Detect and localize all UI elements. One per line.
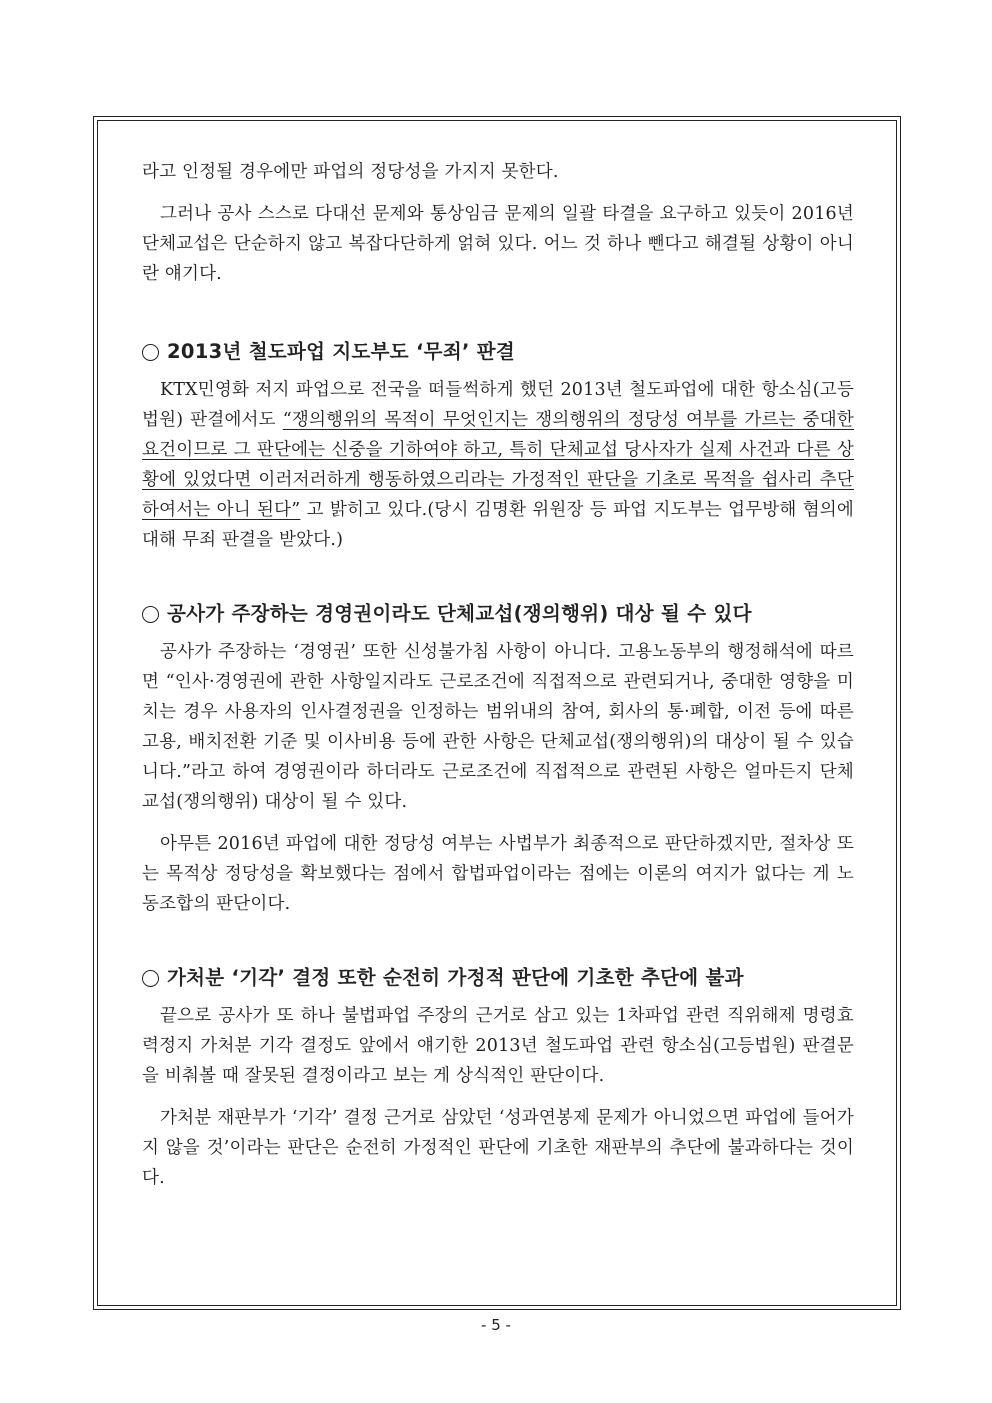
circle-bullet-icon: [142, 970, 159, 987]
court-ruling-quote: “쟁의행위의 목적이 무엇인지는 쟁의행위의 정당성 여부를 가르는 중대한 요건이므로 그 판단에는 신중을 기하여야 하고, 특히 단체교섭 당사자가 실제 사건과 다른 상황에 있었다면 이러저러하게 행동하였으리라는 가정적인 판단을 기초로 목적을 쉽사리 추단하여서는 아니 된다”: [142, 410, 855, 520]
section1-paragraph-1: [142, 375, 854, 555]
section-heading-2-text: 공사가 주장하는 경영권이라도 단체교섭(쟁의행위) 대상 될 수 있다: [167, 602, 752, 625]
circle-bullet-icon: [142, 344, 159, 361]
section2-paragraph-1: 공사가 주장하는 ‘경영권’ 또한 신성불가침 사항이 아니다. 고용노동부의 행정해석에 따르면 “인사·경영권에 관한 사항일지라도 근로조건에 직접적으로 관련되거나, 중대한 영향을 미치는 경우 사용자의 인사결정권을 인정하는 범위내의 참여, 회사의 통·폐합, 이전 등에 따른 고용, 배치전환 기준 및 이사비용 등에 관한 사항은 단체교섭(쟁의행위)의 대상이 될 수 있습니다.”라고 하여 경영권이라 하더라도 근로조건에 직접적으로 관련된 사항은 얼마든지 단체교섭(쟁의행위) 대상이 될 수 있다.: [142, 642, 854, 812]
section2-paragraph-2: 아무튼 2016년 파업에 대한 정당성 여부는 사법부가 최종적으로 판단하겠지만, 절차상 또는 목적상 정당성을 확보했다는 점에서 합법파업이라는 점에는 이론의 여지가 없다는 게 노동조합의 판단이다.: [142, 834, 854, 914]
intro-paragraph-1: 라고 인정될 경우에만 파업의 정당성을 가지지 못한다.: [142, 162, 559, 182]
section-heading-3-text: 가처분 ‘기각’ 결정 또한 순전히 가정적 판단에 기초한 추단에 불과: [167, 966, 744, 989]
section1-paragraph-1-start: KTX민영화 저지 파업으로 전국을 떠들썩하게 했던 2013년 철도파업에 대한 항소심(고등법원) 판결에서도: [142, 380, 854, 430]
document-body: [142, 157, 854, 1193]
section-heading-3: [142, 963, 854, 993]
section3-paragraph-1: 끝으로 공사가 또 하나 불법파업 주장의 근거로 삼고 있는 1차파업 관련 직위해제 명령효력정지 가처분 기각 결정도 앞에서 얘기한 2013년 철도파업 관련 항소심(고등법원) 판결문을 비춰볼 때 잘못된 결정이라고 보는 게 상식적인 판단이다.: [142, 1006, 854, 1086]
section-heading-1: [142, 337, 854, 367]
section-heading-1-text: 2013년 철도파업 지도부도 ‘무죄’ 판결: [167, 340, 516, 363]
page-number: - 5 -: [481, 1316, 511, 1334]
intro-paragraph-2: 그러나 공사 스스로 다대선 문제와 통상임금 문제의 일괄 타결을 요구하고 있듯이 2016년 단체교섭은 단순하지 않고 복잡다단하게 얽혀 있다. 어느 것 하나 뺀다고 해결될 상황이 아니란 얘기다.: [142, 204, 854, 284]
section3-paragraph-2: 가처분 재판부가 ‘기각’ 결정 근거로 삼았던 ‘성과연봉제 문제가 아니었으면 파업에 들어가지 않을 것’이라는 판단은 순전히 가정적인 판단에 기초한 재판부의 추단에 불과하다는 것이다.: [142, 1108, 854, 1188]
section-heading-2: [142, 599, 854, 629]
circle-bullet-icon: [142, 606, 159, 623]
section1-paragraph-1-end: 고 밝히고 있다.(당시 김명환 위원장 등 파업 지도부는 업무방해 혐의에 대해 무죄 판결을 받았다.): [142, 500, 855, 550]
